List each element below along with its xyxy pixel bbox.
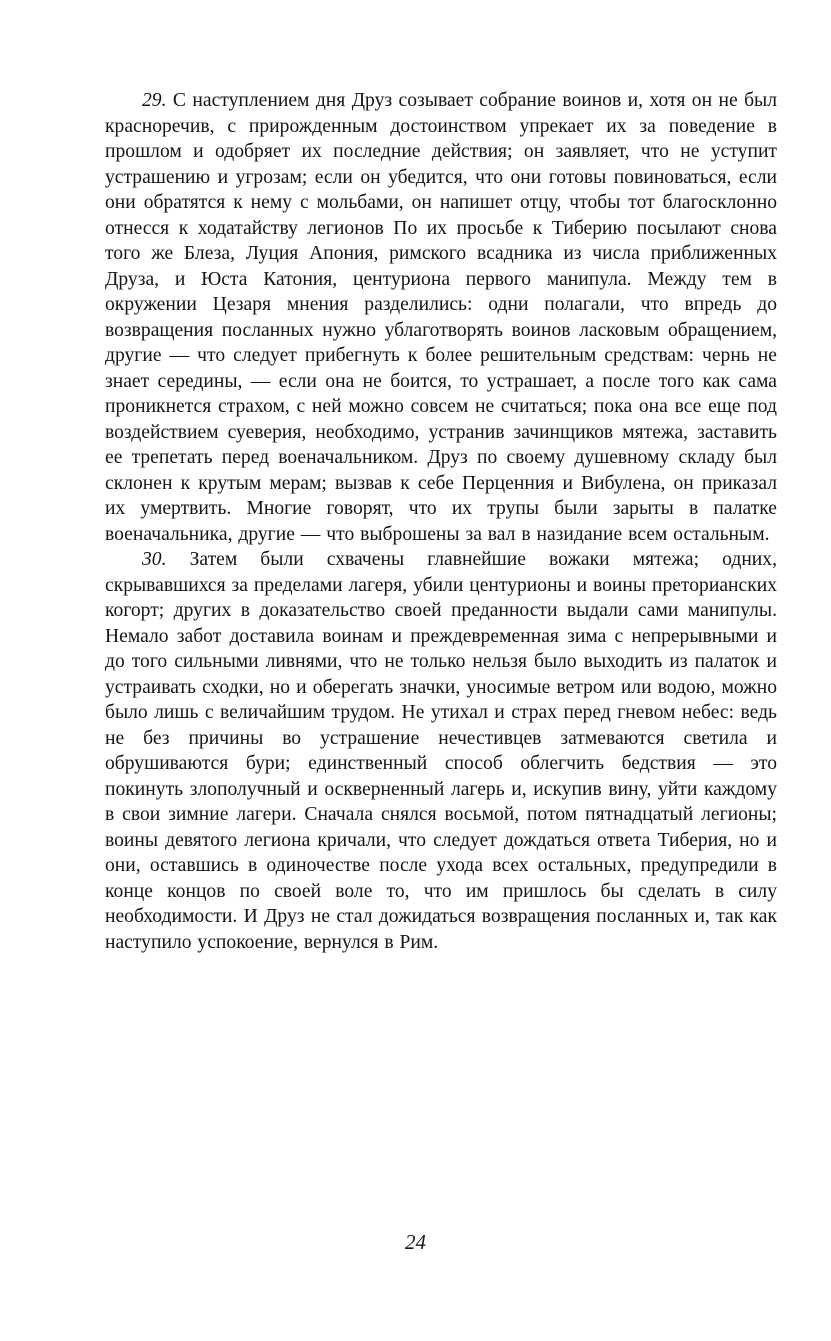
paragraph-29-text: С наступлением дня Друз созывает собрание воинов и, хотя он не был красноречив, с прирожденным достоинством упрекает их за поведение в прошлом и одобряет их последние действия; он заявляет, что не уступит устрашению и угрозам; если он убедится, что они готовы повиноваться, если они обратятся к нему с мольбами, он напишет отцу, чтобы тот благосклонно отнесся к ходатайству легионов По их просьбе к Тиберию посылают снова того же Блеза, Луция Апония, римского всадника из числа приближенных Друза, и Юста Катония, центуриона первого манипула. Между тем в окружении Цезаря мнения разделились: одни полагали, что впредь до возвращения посланных нужно ублаготворять воинов ласковым обращением, другие — что следует прибегнуть к более решительным средствам: чернь не знает середины, — если она не боится, то устрашает, а после того как сама проникнется страхом, с ней можно совсем не считаться; пока она все еще под воздействием суеверия, необходимо, устранив зачинщиков мятежа, заставить ее трепетать перед военачальником. Друз по своему душевному складу был склонен к крутым мерам; вызвав к себе Перценния и Вибулена, он приказал их умертвить. Многие говорят, что их трупы были зарыты в палатке военачальника, другие — что выброшены за вал в назидание всем остальным.: [105, 90, 777, 545]
paragraph-29-number: 29.: [142, 90, 167, 111]
paragraph-30-number: 30.: [142, 549, 167, 570]
page-text-block: [105, 88, 777, 955]
paragraph-30-text: Затем были схвачены главнейшие вожаки мятежа; одних, скрывавшихся за пределами лагеря, убили центурионы и воины преторианских когорт; других в доказательство своей преданности выдали сами манипулы. Немало забот доставила воинам и преждевременная зима с непрерывными и до того сильными ливнями, что не только нельзя было выходить из палаток и устраивать сходки, но и оберегать значки, уносимые ветром или водою, можно было лишь с величайшим трудом. Не утихал и страх перед гневом небес: ведь не без причины во устрашение нечестивцев затмеваются светила и обрушиваются бури; единственный способ облегчить бедствия — это покинуть злополучный и оскверненный лагерь и, искупив вину, уйти каждому в свои зимние лагери. Сначала снялся восьмой, потом пятнадцатый легионы; воины девятого легиона кричали, что следует дождаться ответа Тиберия, но и они, оставшись в одиночестве после ухода всех остальных, предупредили в конце концов по своей воле то, что им пришлось бы сделать в силу необходимости. И Друз не стал дожидаться возвращения посланных и, так как наступило успокоение, вернулся в Рим.: [105, 549, 777, 953]
paragraph-29: [105, 88, 777, 547]
page-number: 24: [405, 1230, 426, 1254]
paragraph-30: [105, 547, 777, 955]
